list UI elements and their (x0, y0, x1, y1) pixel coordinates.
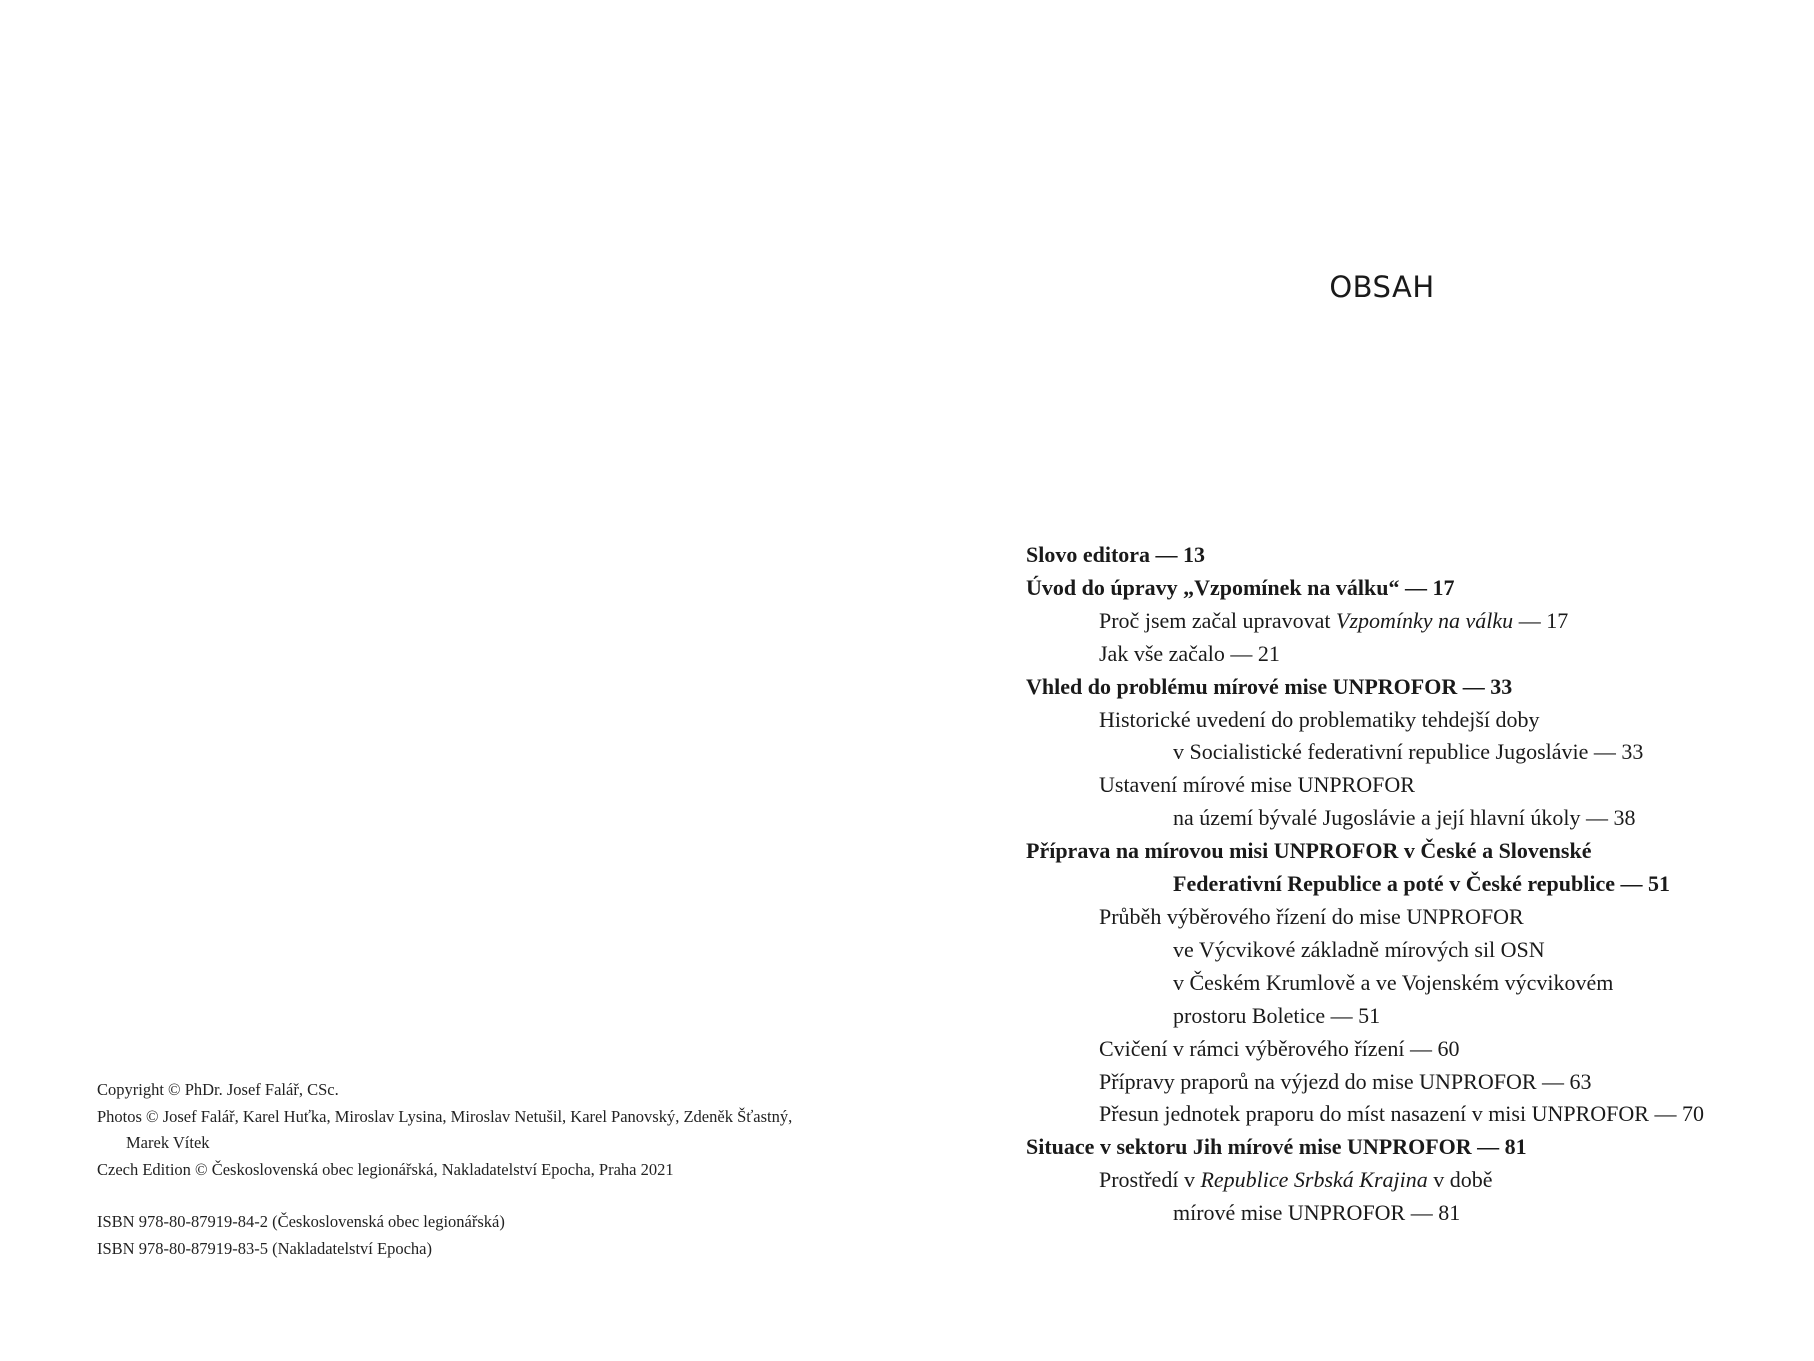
toc-entry: Přípravy praporů na výjezd do mise UNPROFOR — 63 (1099, 1068, 1592, 1094)
table-of-contents (1026, 539, 1786, 1230)
isbn-line: ISBN 978-80-87919-83-5 (Nakladatelství Epocha) (97, 1238, 432, 1258)
toc-entry: Ustavení mírové mise UNPROFOR (1099, 772, 1415, 798)
imprint-block (97, 1077, 817, 1262)
toc-entry: Úvod do úpravy „Vzpomínek na válku“ — 17 (1026, 574, 1455, 600)
contents-heading: OBSAH (1329, 270, 1435, 304)
toc-entry: Průběh výběrového řízení do mise UNPROFOR (1099, 903, 1524, 929)
photos-credit-line: Photos © Josef Falář, Karel Huťka, Miroslav Lysina, Miroslav Netušil, Karel Panovský, Zdeněk Šťastný, (97, 1106, 793, 1126)
toc-entry: Proč jsem začal upravovat Vzpomínky na válku — 17 (1099, 607, 1569, 633)
toc-entry: Cvičení v rámci výběrového řízení — 60 (1099, 1035, 1460, 1061)
copyright-line: Copyright © PhDr. Josef Falář, CSc. (97, 1080, 339, 1099)
toc-entry-continuation: mírové mise UNPROFOR — 81 (1173, 1200, 1461, 1226)
edition-line: Czech Edition © Československá obec legionářská, Nakladatelství Epocha, Praha 2021 (97, 1159, 674, 1179)
toc-entry: Slovo editora — 13 (1026, 542, 1206, 567)
toc-entry-continuation: ve Výcvikové základně mírových sil OSN (1173, 936, 1545, 962)
toc-entry: Jak vše začalo — 21 (1099, 640, 1280, 666)
toc-entry: Prostředí v Republice Srbská Krajina v době (1099, 1167, 1493, 1193)
toc-entry: Historické uvedení do problematiky tehdejší doby (1099, 706, 1540, 732)
toc-entry: Přesun jednotek praporu do míst nasazení v misi UNPROFOR — 70 (1099, 1101, 1704, 1127)
isbn-line: ISBN 978-80-87919-84-2 (Československá obec legionářská) (97, 1212, 505, 1231)
toc-entry-continuation: prostoru Boletice — 51 (1173, 1002, 1381, 1028)
toc-entry: Vhled do problému mírové mise UNPROFOR — 33 (1026, 673, 1513, 699)
toc-entry: Příprava na mírovou misi UNPROFOR v České a Slovenské (1026, 838, 1592, 864)
photos-credit-continuation: Marek Vítek (126, 1133, 210, 1152)
toc-entry-continuation: Federativní Republice a poté v České republice — 51 (1173, 871, 1670, 897)
toc-entry-continuation: v Socialistické federativní republice Jugoslávie — 33 (1173, 739, 1644, 765)
toc-entry: Situace v sektoru Jih mírové mise UNPROFOR — 81 (1026, 1134, 1527, 1160)
toc-entry-continuation: na území bývalé Jugoslávie a její hlavní úkoly — 38 (1173, 805, 1636, 831)
toc-entry-continuation: v Českém Krumlově a ve Vojenském výcvikovém (1173, 969, 1614, 995)
